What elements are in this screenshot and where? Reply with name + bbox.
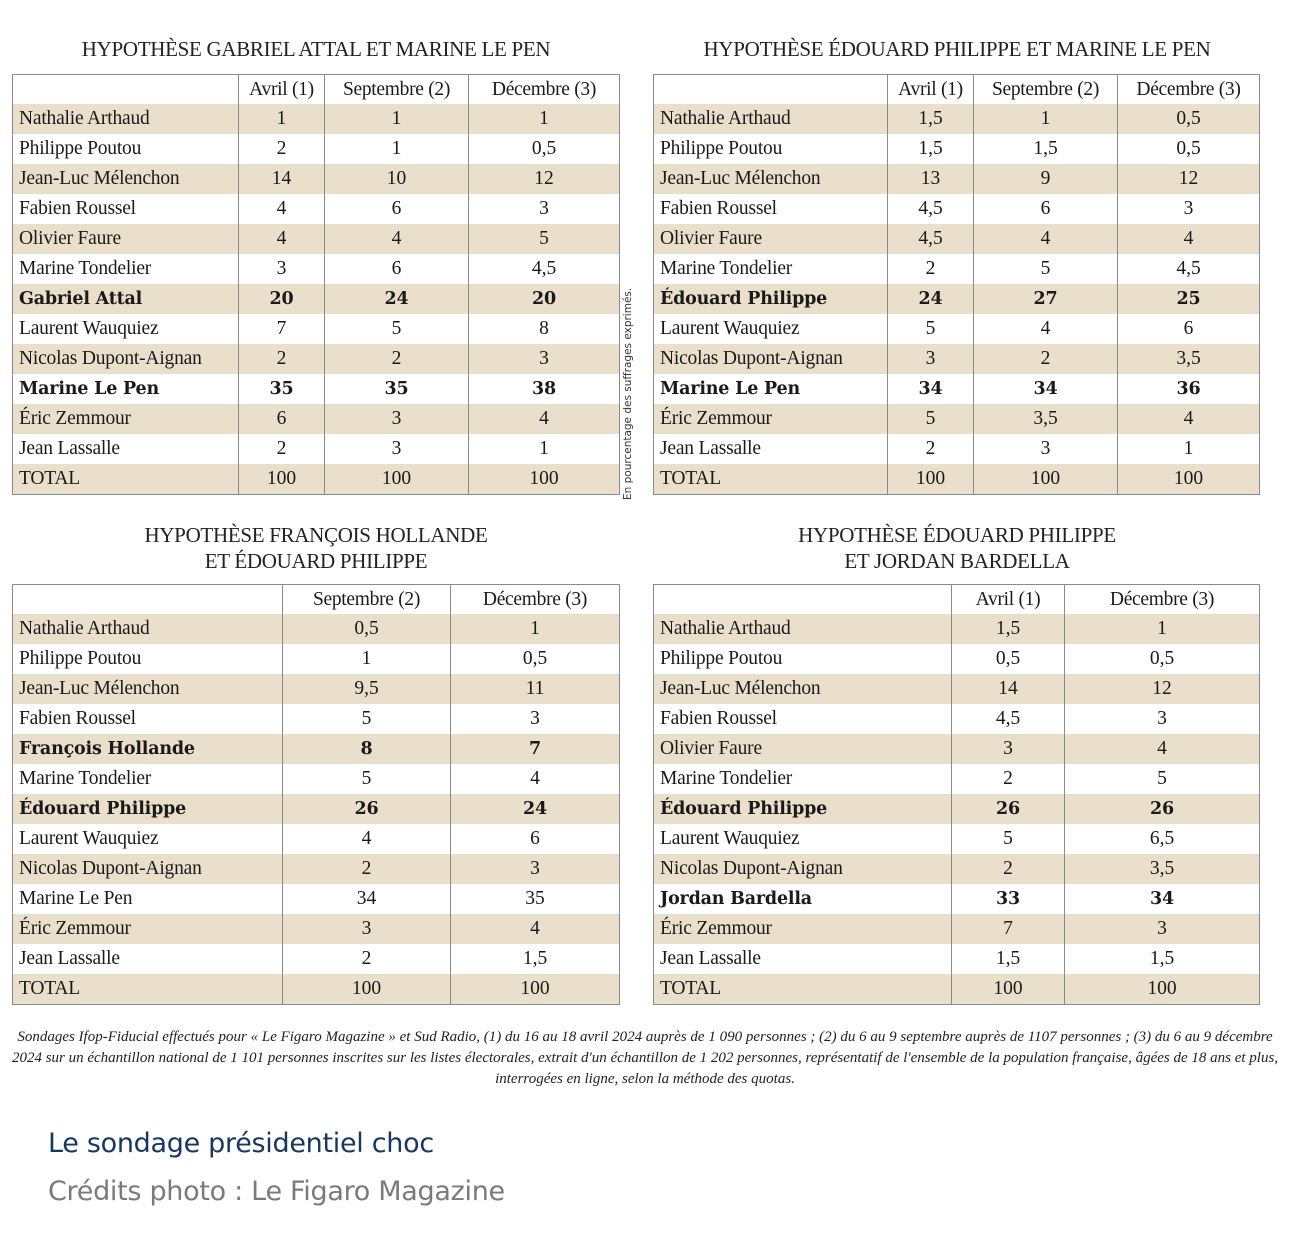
- candidate-name: Laurent Wauquiez: [19, 828, 159, 849]
- column-header: Décembre (3): [1118, 75, 1260, 105]
- candidate-name: Nathalie Arthaud: [654, 614, 952, 644]
- candidate-name: Philippe Poutou: [19, 648, 142, 669]
- candidate-row: [654, 944, 1260, 974]
- column-header: Avril (1): [239, 75, 325, 105]
- candidate-row: [13, 344, 620, 374]
- candidate-row: [654, 224, 1260, 254]
- poll-value: 4: [1118, 224, 1260, 254]
- poll-value: 36: [1118, 374, 1260, 404]
- candidate-name: Marine Le Pen: [19, 379, 160, 399]
- poll-value: 1: [451, 614, 620, 644]
- candidate-name: Éric Zemmour: [654, 914, 952, 944]
- poll-value: 4: [1118, 404, 1260, 434]
- candidate-row: [13, 434, 620, 464]
- candidate-name: TOTAL: [654, 464, 888, 495]
- poll-value: 6: [974, 194, 1118, 224]
- candidate-row: [654, 764, 1260, 794]
- poll-value: 34: [888, 374, 974, 404]
- poll-value: 5: [888, 404, 974, 434]
- header-row: [654, 585, 1260, 615]
- poll-value: 3: [974, 434, 1118, 464]
- poll-value: 26: [952, 794, 1065, 824]
- poll-value: 24: [325, 284, 469, 314]
- total-row: [654, 974, 1260, 1005]
- poll-value: 3: [952, 734, 1065, 764]
- poll-value: 3: [1118, 194, 1260, 224]
- candidate-row: [13, 164, 620, 194]
- candidate-name: Olivier Faure: [654, 734, 952, 764]
- poll-value: 34: [283, 884, 451, 914]
- candidate-name: Philippe Poutou: [660, 648, 783, 669]
- poll-value: 3,5: [974, 404, 1118, 434]
- candidate-name: Olivier Faure: [654, 224, 888, 254]
- poll-value: 1: [1065, 614, 1260, 644]
- poll-value: 35: [325, 374, 469, 404]
- poll-value: 0,5: [1065, 644, 1260, 674]
- total-row: [654, 464, 1260, 495]
- poll-table: [12, 584, 620, 1005]
- candidate-name: Éric Zemmour: [13, 404, 239, 434]
- poll-value: 4: [974, 314, 1118, 344]
- candidate-row: [654, 434, 1260, 464]
- poll-value: 100: [283, 974, 451, 1005]
- poll-value: 3: [888, 344, 974, 374]
- poll-value: 1: [974, 104, 1118, 134]
- column-header: Septembre (2): [974, 75, 1118, 105]
- candidate-row: [13, 914, 620, 944]
- candidate-name: Jean-Luc Mélenchon: [654, 674, 952, 704]
- poll-value: 4: [451, 914, 620, 944]
- poll-value: 2: [952, 854, 1065, 884]
- candidate-name: Marine Tondelier: [19, 768, 152, 789]
- candidate-row: [654, 164, 1260, 194]
- candidate-row: [654, 404, 1260, 434]
- panel-title: HYPOTHÈSE ÉDOUARD PHILIPPE ET MARINE LE PEN: [703, 37, 1211, 61]
- poll-value: 11: [451, 674, 620, 704]
- poll-value: 100: [1065, 974, 1260, 1005]
- poll-value: 1,5: [952, 944, 1065, 974]
- header-row: [13, 75, 620, 105]
- header-row: [654, 75, 1260, 105]
- poll-value: 0,5: [469, 134, 620, 164]
- poll-value: 1: [1118, 434, 1260, 464]
- candidate-row: [654, 644, 1260, 674]
- total-row: [13, 974, 620, 1005]
- candidate-name: Marine Le Pen: [660, 379, 801, 399]
- column-header: Avril (1): [888, 75, 974, 105]
- poll-panel-philippe-bardella: [653, 522, 1261, 1005]
- poll-value: 6: [239, 404, 325, 434]
- poll-value: 4: [239, 194, 325, 224]
- poll-value: 2: [325, 344, 469, 374]
- poll-value: 3,5: [1118, 344, 1260, 374]
- poll-value: 12: [469, 164, 620, 194]
- poll-value: 0,5: [283, 614, 451, 644]
- poll-value: 1,5: [451, 944, 620, 974]
- poll-value: 3: [1065, 704, 1260, 734]
- poll-value: 1: [325, 104, 469, 134]
- poll-value: 5: [325, 314, 469, 344]
- candidate-row: [654, 104, 1260, 134]
- poll-value: 0,5: [952, 644, 1065, 674]
- poll-panel-hollande-philippe: [12, 522, 620, 1005]
- poll-value: 1: [469, 104, 620, 134]
- poll-value: 4: [283, 824, 451, 854]
- poll-value: 4: [451, 764, 620, 794]
- panel-title: HYPOTHÈSE FRANÇOIS HOLLANDE ET ÉDOUARD PHILIPPE: [144, 523, 488, 573]
- candidate-name: Fabien Roussel: [19, 708, 136, 729]
- panel-title: HYPOTHÈSE GABRIEL ATTAL ET MARINE LE PEN: [81, 37, 551, 61]
- poll-value: 100: [952, 974, 1065, 1005]
- image-caption: Le sondage présidentiel choc: [48, 1128, 434, 1159]
- poll-value: 3: [451, 854, 620, 884]
- poll-value: 8: [283, 734, 451, 764]
- header-row: [13, 585, 620, 615]
- candidate-row: [13, 224, 620, 254]
- poll-value: 1: [239, 104, 325, 134]
- poll-value: 34: [1065, 884, 1260, 914]
- candidate-row: [654, 884, 1260, 914]
- candidate-name: Fabien Roussel: [660, 198, 777, 219]
- candidate-row: [654, 194, 1260, 224]
- methodology-footnote: Sondages Ifop-Fiducial effectués pour « Le Figaro Magazine » et Sud Radio, (1) du 16 au 18 avril 2024 auprès de 1 090 personnes ; (2) du 6 au 9 septembre auprès de 1107 personnes ; (3) du 6 au 9 décembre 2024 sur un échantillon national de 1 101 personnes inscrites sur les listes électorales, extrait d'un échantillon de 1 202 personnes, représentatif de l'ensemble de la population française, âgées de 18 ans et plus, interrogées en ligne, selon la méthode des quotas.: [11, 1029, 1279, 1087]
- candidate-name: Nicolas Dupont-Aignan: [654, 344, 888, 374]
- candidate-row: [13, 404, 620, 434]
- candidate-name: TOTAL: [654, 974, 952, 1005]
- candidate-row: [13, 674, 620, 704]
- candidate-row: [654, 674, 1260, 704]
- candidate-row: [13, 194, 620, 224]
- poll-value: 3,5: [1065, 854, 1260, 884]
- poll-value: 5: [974, 254, 1118, 284]
- poll-value: 27: [974, 284, 1118, 314]
- candidate-row: [13, 284, 620, 314]
- poll-value: 1: [283, 644, 451, 674]
- candidate-name: Édouard Philippe: [13, 794, 283, 824]
- candidate-name: Jean Lassalle: [19, 438, 120, 459]
- poll-value: 5: [283, 704, 451, 734]
- candidate-name: TOTAL: [13, 464, 239, 495]
- poll-value: 12: [1118, 164, 1260, 194]
- poll-value: 9,5: [283, 674, 451, 704]
- poll-value: 24: [451, 794, 620, 824]
- poll-table: [653, 584, 1260, 1005]
- poll-table: [653, 74, 1260, 495]
- candidate-name: Nathalie Arthaud: [13, 614, 283, 644]
- candidate-row: [13, 134, 620, 164]
- poll-panel-attal-le-pen: [12, 36, 620, 495]
- poll-value: 5: [283, 764, 451, 794]
- candidate-name: Marine Tondelier: [660, 258, 793, 279]
- candidate-name: Nathalie Arthaud: [13, 104, 239, 134]
- poll-value: 2: [283, 854, 451, 884]
- poll-value: 3: [325, 434, 469, 464]
- header-blank-cell: [654, 585, 952, 615]
- poll-value: 7: [952, 914, 1065, 944]
- poll-table: [12, 74, 620, 495]
- side-note-vertical: En pourcentage des suffrages exprimés.: [622, 287, 634, 500]
- poll-value: 1: [325, 134, 469, 164]
- column-header: Septembre (2): [325, 75, 469, 105]
- poll-value: 100: [325, 464, 469, 495]
- poll-value: 13: [888, 164, 974, 194]
- poll-value: 2: [974, 344, 1118, 374]
- candidate-row: [654, 344, 1260, 374]
- poll-value: 4: [239, 224, 325, 254]
- candidate-name: Marine Tondelier: [660, 768, 793, 789]
- poll-value: 24: [888, 284, 974, 314]
- poll-value: 100: [239, 464, 325, 495]
- poll-value: 7: [451, 734, 620, 764]
- candidate-row: [13, 764, 620, 794]
- poll-value: 0,5: [1118, 134, 1260, 164]
- poll-value: 2: [239, 434, 325, 464]
- candidate-name: Jean-Luc Mélenchon: [13, 164, 239, 194]
- poll-value: 100: [451, 974, 620, 1005]
- poll-value: 2: [239, 344, 325, 374]
- candidate-name: Édouard Philippe: [654, 284, 888, 314]
- candidate-name: TOTAL: [13, 974, 283, 1005]
- candidate-row: [13, 374, 620, 404]
- poll-value: 20: [469, 284, 620, 314]
- poll-value: 100: [888, 464, 974, 495]
- candidate-row: [654, 824, 1260, 854]
- candidate-name: Nathalie Arthaud: [654, 104, 888, 134]
- poll-value: 12: [1065, 674, 1260, 704]
- total-row: [13, 464, 620, 495]
- poll-panel-philippe-le-pen: [653, 36, 1261, 495]
- candidate-row: [654, 314, 1260, 344]
- poll-value: 5: [952, 824, 1065, 854]
- poll-value: 5: [1065, 764, 1260, 794]
- poll-value: 10: [325, 164, 469, 194]
- candidate-name: Gabriel Attal: [13, 284, 239, 314]
- poll-value: 1,5: [888, 134, 974, 164]
- candidate-row: [13, 314, 620, 344]
- candidate-row: [13, 734, 620, 764]
- poll-value: 26: [283, 794, 451, 824]
- candidate-row: [13, 704, 620, 734]
- poll-value: 6: [1118, 314, 1260, 344]
- candidate-name: Nicolas Dupont-Aignan: [13, 344, 239, 374]
- poll-value: 0,5: [1118, 104, 1260, 134]
- poll-value: 6: [325, 254, 469, 284]
- poll-value: 3: [469, 344, 620, 374]
- poll-value: 35: [451, 884, 620, 914]
- poll-value: 4: [1065, 734, 1260, 764]
- candidate-name: Jordan Bardella: [660, 889, 812, 909]
- poll-value: 100: [469, 464, 620, 495]
- poll-value: 2: [239, 134, 325, 164]
- candidate-row: [654, 914, 1260, 944]
- poll-value: 100: [974, 464, 1118, 495]
- candidate-row: [654, 614, 1260, 644]
- poll-value: 4,5: [469, 254, 620, 284]
- poll-value: 4,5: [952, 704, 1065, 734]
- poll-value: 3: [451, 704, 620, 734]
- candidate-row: [654, 734, 1260, 764]
- poll-value: 4: [974, 224, 1118, 254]
- poll-value: 3: [239, 254, 325, 284]
- candidate-name: Fabien Roussel: [19, 198, 136, 219]
- poll-value: 25: [1118, 284, 1260, 314]
- poll-value: 1,5: [888, 104, 974, 134]
- candidate-name: Fabien Roussel: [660, 708, 777, 729]
- poll-value: 3: [469, 194, 620, 224]
- poll-value: 4: [469, 404, 620, 434]
- candidate-row: [654, 374, 1260, 404]
- candidate-row: [13, 794, 620, 824]
- poll-value: 1,5: [974, 134, 1118, 164]
- poll-value: 1,5: [1065, 944, 1260, 974]
- poll-value: 5: [888, 314, 974, 344]
- poll-value: 2: [888, 434, 974, 464]
- poll-value: 4: [325, 224, 469, 254]
- candidate-row: [13, 644, 620, 674]
- candidate-name: Nicolas Dupont-Aignan: [654, 854, 952, 884]
- poll-value: 35: [239, 374, 325, 404]
- header-blank-cell: [654, 75, 888, 105]
- poll-value: 3: [325, 404, 469, 434]
- poll-value: 26: [1065, 794, 1260, 824]
- candidate-row: [13, 944, 620, 974]
- poll-value: 9: [974, 164, 1118, 194]
- header-blank-cell: [13, 585, 283, 615]
- poll-value: 6,5: [1065, 824, 1260, 854]
- column-header: Décembre (3): [1065, 585, 1260, 615]
- candidate-name: Philippe Poutou: [660, 138, 783, 159]
- poll-value: 100: [1118, 464, 1260, 495]
- poll-value: 33: [952, 884, 1065, 914]
- poll-value: 6: [325, 194, 469, 224]
- candidate-name: Éric Zemmour: [654, 404, 888, 434]
- candidate-row: [654, 704, 1260, 734]
- poll-value: 7: [239, 314, 325, 344]
- poll-value: 20: [239, 284, 325, 314]
- candidate-row: [13, 854, 620, 884]
- column-header: Avril (1): [952, 585, 1065, 615]
- candidate-name: Laurent Wauquiez: [660, 318, 800, 339]
- poll-value: 38: [469, 374, 620, 404]
- candidate-name: Éric Zemmour: [13, 914, 283, 944]
- candidate-row: [654, 284, 1260, 314]
- candidate-name: Jean Lassalle: [660, 438, 761, 459]
- poll-value: 8: [469, 314, 620, 344]
- candidate-name: Nicolas Dupont-Aignan: [13, 854, 283, 884]
- candidate-name: Jean-Luc Mélenchon: [654, 164, 888, 194]
- candidate-row: [654, 134, 1260, 164]
- poll-value: 2: [952, 764, 1065, 794]
- candidate-name: Philippe Poutou: [19, 138, 142, 159]
- poll-value: 6: [451, 824, 620, 854]
- poll-value: 3: [1065, 914, 1260, 944]
- poll-value: 5: [469, 224, 620, 254]
- candidate-name: Édouard Philippe: [654, 794, 952, 824]
- poll-value: 2: [888, 254, 974, 284]
- candidate-name: Laurent Wauquiez: [660, 828, 800, 849]
- poll-value: 3: [283, 914, 451, 944]
- header-blank-cell: [13, 75, 239, 105]
- column-header: Décembre (3): [451, 585, 620, 615]
- candidate-row: [13, 254, 620, 284]
- column-header: Décembre (3): [469, 75, 620, 105]
- candidate-name: François Hollande: [13, 734, 283, 764]
- poll-value: 4,5: [888, 194, 974, 224]
- candidate-name: Marine Le Pen: [19, 888, 133, 909]
- poll-value: 34: [974, 374, 1118, 404]
- panel-title: HYPOTHÈSE ÉDOUARD PHILIPPE ET JORDAN BARDELLA: [798, 523, 1116, 573]
- poll-value: 2: [283, 944, 451, 974]
- poll-value: 1: [469, 434, 620, 464]
- candidate-name: Jean-Luc Mélenchon: [13, 674, 283, 704]
- candidate-row: [654, 794, 1260, 824]
- poll-value: 4,5: [888, 224, 974, 254]
- poll-value: 14: [952, 674, 1065, 704]
- photo-credits: Crédits photo : Le Figaro Magazine: [48, 1176, 505, 1207]
- candidate-row: [654, 254, 1260, 284]
- candidate-row: [13, 884, 620, 914]
- candidate-row: [13, 104, 620, 134]
- poll-value: 1,5: [952, 614, 1065, 644]
- candidate-name: Jean Lassalle: [660, 948, 761, 969]
- poll-value: 4,5: [1118, 254, 1260, 284]
- candidate-name: Olivier Faure: [13, 224, 239, 254]
- candidate-row: [13, 614, 620, 644]
- poll-value: 14: [239, 164, 325, 194]
- candidate-row: [13, 824, 620, 854]
- poll-value: 0,5: [451, 644, 620, 674]
- candidate-name: Jean Lassalle: [19, 948, 120, 969]
- candidate-row: [654, 854, 1260, 884]
- candidate-name: Laurent Wauquiez: [19, 318, 159, 339]
- column-header: Septembre (2): [283, 585, 451, 615]
- candidate-name: Marine Tondelier: [19, 258, 152, 279]
